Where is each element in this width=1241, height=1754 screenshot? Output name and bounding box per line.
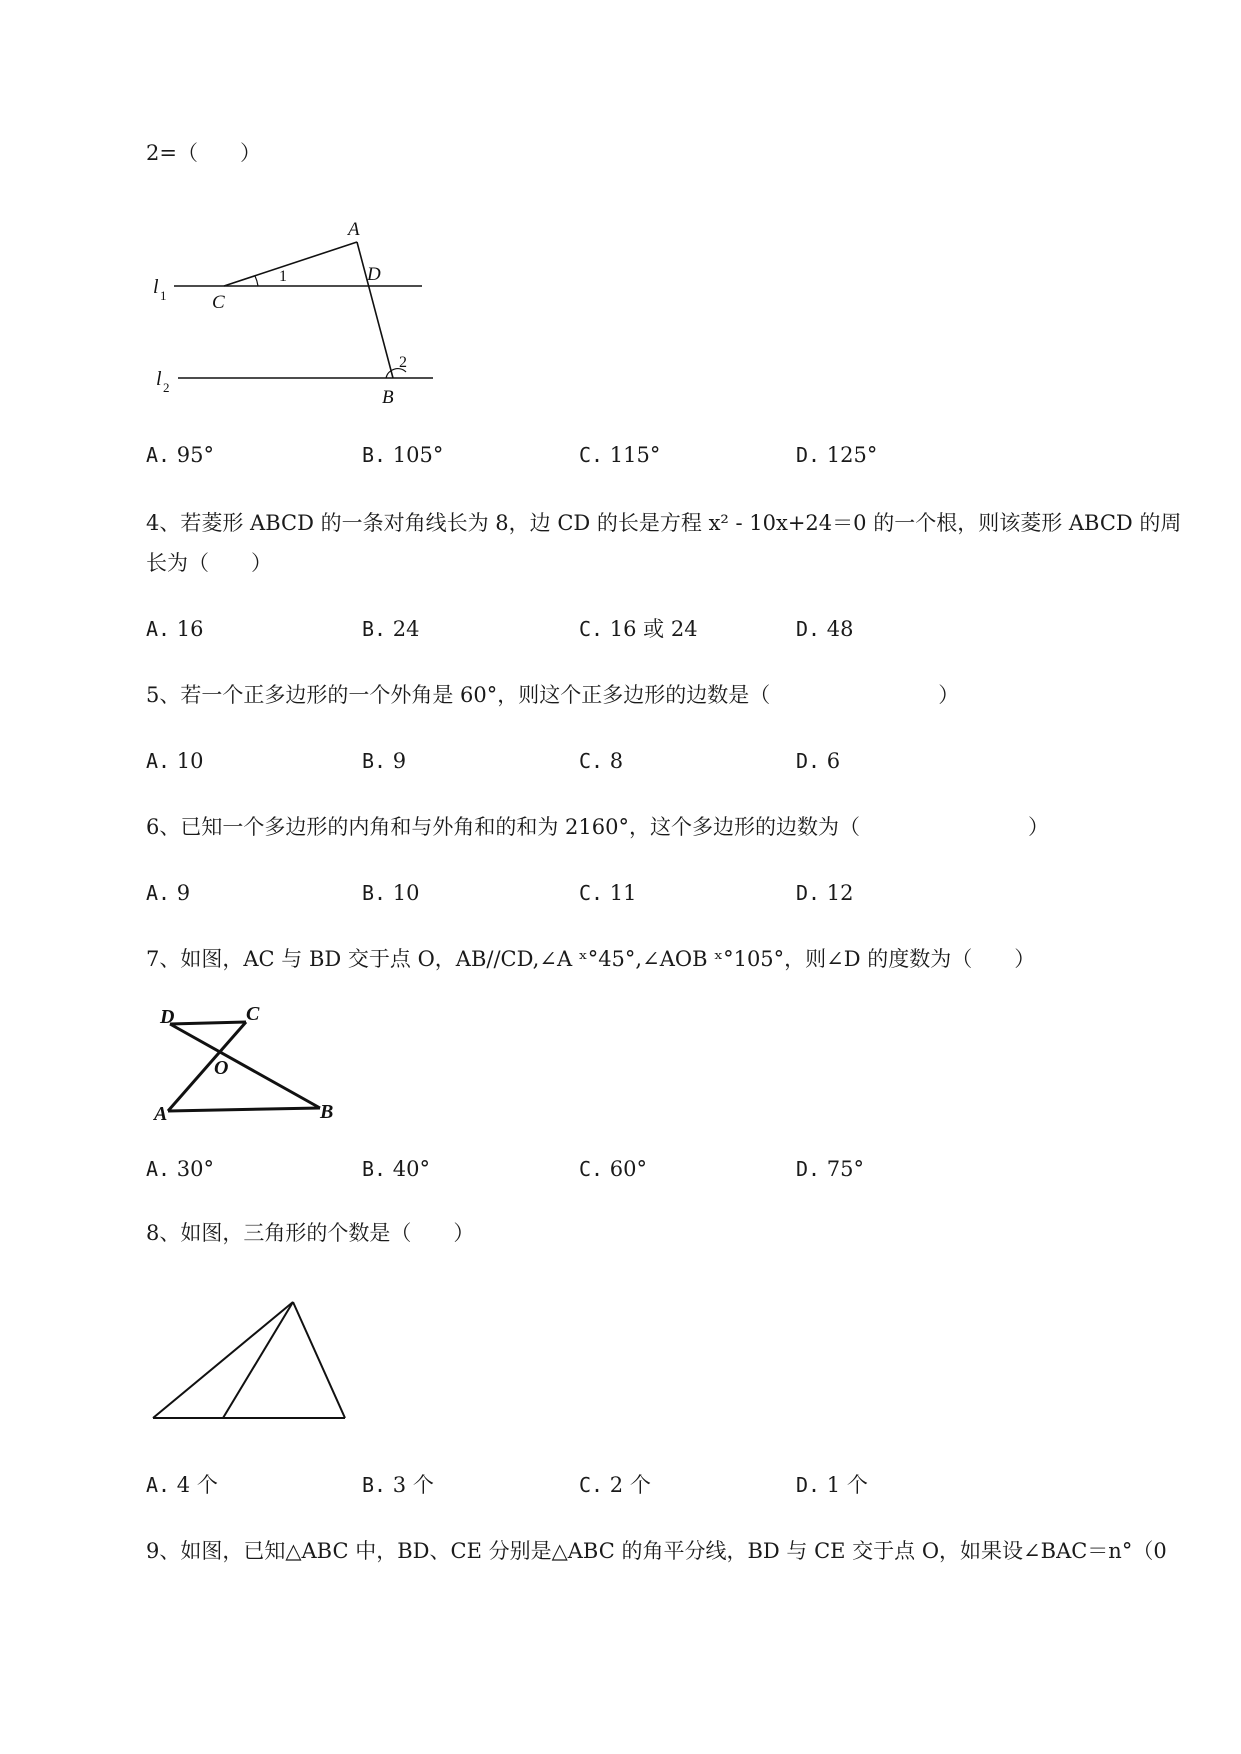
segment-ab: [357, 242, 393, 378]
q4-option-a[interactable]: A. 16: [146, 617, 204, 641]
q5-option-a[interactable]: A. 10: [146, 749, 204, 773]
q3-option-c[interactable]: C. 115°: [579, 443, 661, 467]
q6-option-c[interactable]: C. 11: [579, 881, 637, 905]
q3-stem-tail: 2=（ ）: [146, 141, 261, 165]
segment-left: [153, 1302, 293, 1418]
q6-option-b[interactable]: B. 10: [362, 881, 420, 905]
label-a: A: [154, 1103, 168, 1125]
segment-dc: [170, 1022, 246, 1024]
q7-option-b[interactable]: B. 40°: [362, 1157, 431, 1181]
q8-option-d[interactable]: D. 1 个: [796, 1473, 868, 1497]
q8-option-b[interactable]: B. 3 个: [362, 1473, 434, 1497]
q8-figure: [145, 1290, 365, 1430]
q3-option-a[interactable]: A. 95°: [146, 443, 215, 467]
q9-stem: 9、如图，已知△ABC 中，BD、CE 分别是△ABC 的角平分线，BD 与 CE 交于点 O，如果设∠BAC＝n°（0: [146, 1539, 1167, 1563]
q4-stem-line1: 4、若菱形 ABCD 的一条对角线长为 8，边 CD 的长是方程 x² - 10x+24＝0 的一个根，则该菱形 ABCD 的周: [146, 511, 1182, 535]
q4-option-c[interactable]: C. 16 或 24: [579, 617, 698, 641]
segment-inner: [223, 1302, 293, 1418]
q8-stem: 8、如图，三角形的个数是（ ）: [146, 1221, 475, 1245]
q5-option-b[interactable]: B. 9: [362, 749, 407, 773]
q3-option-b[interactable]: B. 105°: [362, 443, 444, 467]
q5-stem: 5、若一个正多边形的一个外角是 60°，则这个正多边形的边数是（ ）: [146, 683, 960, 707]
label-d: D: [367, 264, 381, 285]
q7-option-a[interactable]: A. 30°: [146, 1157, 215, 1181]
angle-1-arc: [255, 276, 258, 286]
label-c: C: [212, 292, 225, 313]
q5-option-d[interactable]: D. 6: [796, 749, 841, 773]
label-b: B: [320, 1101, 334, 1123]
q6-stem: 6、已知一个多边形的内角和与外角和的和为 2160°，这个多边形的边数为（ ）: [146, 815, 1049, 839]
q4-option-b[interactable]: B. 24: [362, 617, 420, 641]
label-angle-1: 1: [279, 268, 287, 285]
segment-db: [170, 1024, 320, 1108]
q6-option-d[interactable]: D. 12: [796, 881, 854, 905]
q3-option-d[interactable]: D. 125°: [796, 443, 878, 467]
q6-option-a[interactable]: A. 9: [146, 881, 191, 905]
segment-ca: [168, 1022, 246, 1111]
label-c: C: [246, 1003, 260, 1025]
q3-figure: [140, 210, 440, 410]
label-l1: l: [153, 276, 159, 298]
segment-right: [293, 1302, 345, 1418]
label-b: B: [382, 387, 394, 408]
q7-option-d[interactable]: D. 75°: [796, 1157, 865, 1181]
label-a: A: [348, 219, 360, 240]
q4-stem-line2: 长为（ ）: [146, 551, 272, 575]
label-o: O: [214, 1057, 229, 1079]
segment-ca: [224, 242, 357, 286]
label-d: D: [160, 1006, 175, 1028]
q7-stem: 7、如图，AC 与 BD 交于点 O，AB//CD,∠A ˣ°45°,∠AOB ˣ°105°，则∠D 的度数为（ ）: [146, 947, 1036, 971]
q8-option-a[interactable]: A. 4 个: [146, 1473, 218, 1497]
label-l1-sub: 1: [160, 288, 167, 303]
q7-option-c[interactable]: C. 60°: [579, 1157, 648, 1181]
label-angle-2: 2: [399, 354, 407, 371]
q7-figure: [150, 1000, 350, 1135]
segment-ab: [168, 1108, 320, 1111]
q5-option-c[interactable]: C. 8: [579, 749, 624, 773]
q4-option-d[interactable]: D. 48: [796, 617, 854, 641]
label-l2-sub: 2: [163, 380, 170, 395]
label-l2: l: [156, 368, 162, 390]
q8-option-c[interactable]: C. 2 个: [579, 1473, 651, 1497]
